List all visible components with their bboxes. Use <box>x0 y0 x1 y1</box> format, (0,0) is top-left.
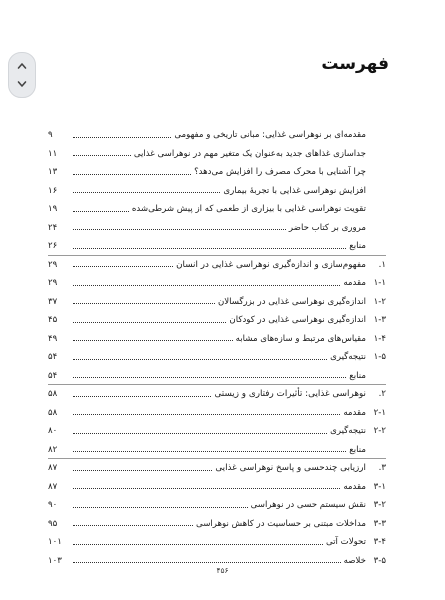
toc-entry-number: ۳-۱ <box>373 481 386 492</box>
dot-leader <box>73 248 346 249</box>
toc-entry-label: نقش سیستم حسی در نوهراسی <box>250 500 366 511</box>
toc-entry-page: ۱۳ <box>48 167 58 178</box>
dot-leader <box>73 451 346 452</box>
toc-entry-page: ۵۸ <box>48 407 58 418</box>
dot-leader <box>73 544 323 545</box>
toc-entry-label: مقدمه <box>343 407 366 418</box>
dot-leader <box>73 137 171 138</box>
toc-entry-label: تقویت نوهراسی غذایی با بیزاری از طعمی که از پیش شرطی‌شده <box>131 204 366 215</box>
toc-entry-number: ۱-۳ <box>373 315 386 326</box>
toc-entry-number: ۳-۳ <box>373 518 386 529</box>
toc-entry-page: ۸۲ <box>48 444 58 455</box>
toc-entry[interactable] <box>48 126 386 145</box>
toc-entry-number: ۳-۲ <box>373 500 386 511</box>
toc-entry-number: ۲. <box>378 389 386 400</box>
toc-entry-label: منابع <box>349 444 366 455</box>
toc-entry-label: نتیجه‌گیری <box>330 426 366 437</box>
dot-leader <box>73 229 286 230</box>
toc-entry-label: افزایش نوهراسی غذایی با تجربهٔ بیماری <box>223 185 366 196</box>
dot-leader <box>73 488 340 489</box>
toc-entry[interactable] <box>48 348 386 367</box>
toc-entry[interactable] <box>48 311 386 330</box>
toc-entry-page: ۸۰ <box>48 426 58 437</box>
dot-leader <box>73 322 226 323</box>
toc-entry-number: ۱. <box>378 259 386 270</box>
toc-entry[interactable] <box>48 163 386 182</box>
dot-leader <box>73 211 129 212</box>
toc-entry-page: ۱۰۱ <box>48 537 62 548</box>
toc-entry-page: ۵۴ <box>48 352 58 363</box>
dot-leader <box>73 433 327 434</box>
toc-entry[interactable] <box>48 274 386 293</box>
toc-entry[interactable] <box>48 330 386 349</box>
dot-leader <box>73 174 191 175</box>
next-page-button[interactable] <box>11 75 33 93</box>
page-title: فهرست <box>321 54 389 74</box>
toc-entry-page: ۲۹ <box>48 259 58 270</box>
dot-leader <box>73 507 248 508</box>
dot-leader <box>73 377 346 378</box>
toc-chapter-entry[interactable] <box>48 459 386 478</box>
dot-leader <box>73 155 131 156</box>
toc-entry-label: ارزیابی چندحسی و پاسخ نوهراسی غذایی <box>215 463 366 474</box>
toc-entry-label: مقدمه‌ای بر نوهراسی غذایی: مبانی تاریخی و مفهومی <box>174 130 366 141</box>
toc-chapter-entry[interactable] <box>48 385 386 404</box>
dot-leader <box>73 359 327 360</box>
toc-entry-page: ۵۸ <box>48 389 58 400</box>
toc-entry[interactable] <box>48 422 386 441</box>
toc-entry-label: مفهوم‌سازی و اندازه‌گیری نوهراسی غذایی در انسان <box>176 259 366 270</box>
toc-entry-number: ۳-۵ <box>373 555 386 566</box>
toc-entry[interactable] <box>48 367 386 386</box>
previous-page-button[interactable] <box>11 57 33 75</box>
toc-entry-page: ۹۵ <box>48 518 58 529</box>
toc-entry-number: ۱-۵ <box>373 352 386 363</box>
toc-entry-number: ۳. <box>378 463 386 474</box>
toc-entry-label: جداسازی غذاهای جدید به‌عنوان یک متغیر مهم در نوهراسی غذایی <box>133 148 366 159</box>
toc-entry-label: چرا آشنایی با محرک مصرف را افزایش می‌دهد؟ <box>194 167 366 178</box>
toc-entry-number: ۲-۱ <box>373 407 386 418</box>
toc-entry-page: ۹۰ <box>48 500 58 511</box>
toc-entry-number: ۲-۲ <box>373 426 386 437</box>
toc-entry[interactable] <box>48 237 386 256</box>
toc-entry-label: مقیاس‌های مرتبط و سازه‌های مشابه <box>235 333 366 344</box>
dot-leader <box>73 340 233 341</box>
toc-entry-page: ۱۹ <box>48 204 58 215</box>
dot-leader <box>73 192 220 193</box>
toc-entry[interactable] <box>48 441 386 460</box>
toc-entry-page: ۹ <box>48 130 53 141</box>
toc-entry-label: اندازه‌گیری نوهراسی غذایی در کودکان <box>229 315 366 326</box>
toc-entry[interactable] <box>48 219 386 238</box>
dot-leader <box>73 525 193 526</box>
page-number: ۴۵۶ <box>216 566 229 575</box>
chevron-down-icon <box>17 79 27 89</box>
toc-entry-number: ۱-۲ <box>373 296 386 307</box>
toc-entry[interactable] <box>48 478 386 497</box>
toc-entry[interactable] <box>48 496 386 515</box>
dot-leader <box>73 396 211 397</box>
toc-entry-page: ۱۱ <box>48 148 58 159</box>
toc-entry-label: خلاصه <box>343 555 366 566</box>
toc-entry-number: ۳-۴ <box>373 537 386 548</box>
dot-leader <box>73 285 340 286</box>
toc-entry-label: منابع <box>349 370 366 381</box>
toc-entry[interactable] <box>48 293 386 312</box>
toc-entry-page: ۲۶ <box>48 241 58 252</box>
toc-entry-page: ۱۶ <box>48 185 58 196</box>
toc-entry-label: مداخلات مبتنی بر حساسیت در کاهش نوهراسی <box>196 518 366 529</box>
toc-entry-label: منابع <box>349 241 366 252</box>
toc-entry[interactable] <box>48 533 386 552</box>
toc-entry-page: ۵۴ <box>48 370 58 381</box>
toc-entry[interactable] <box>48 145 386 164</box>
toc-entry-page: ۳۷ <box>48 296 58 307</box>
toc-entry-number: ۱-۱ <box>373 278 386 289</box>
toc-entry-page: ۲۹ <box>48 278 58 289</box>
dot-leader <box>73 470 212 471</box>
toc-entry-label: مروری بر کتاب حاضر <box>288 222 366 233</box>
toc-entry-page: ۸۷ <box>48 481 58 492</box>
dot-leader <box>73 562 341 563</box>
toc-entry-label: تحولات آتی <box>325 537 366 548</box>
toc-entry-page: ۲۴ <box>48 222 58 233</box>
toc-entry-number: ۱-۴ <box>373 333 386 344</box>
toc-entry-label: نتیجه‌گیری <box>330 352 366 363</box>
toc-entry-label: مقدمه <box>343 278 366 289</box>
toc-entry-page: ۴۵ <box>48 315 58 326</box>
table-of-contents <box>48 126 386 571</box>
page-nav-control <box>8 52 36 98</box>
dot-leader <box>73 414 340 415</box>
toc-entry-label: مقدمه <box>343 481 366 492</box>
toc-entry-label: اندازه‌گیری نوهراسی غذایی در بزرگسالان <box>217 296 366 307</box>
dot-leader <box>73 303 215 304</box>
toc-entry[interactable] <box>48 182 386 201</box>
toc-entry-label: نوهراسی غذایی: تأثیرات رفتاری و زیستی <box>214 389 366 400</box>
toc-chapter-entry[interactable] <box>48 256 386 275</box>
toc-entry[interactable] <box>48 200 386 219</box>
toc-entry-page: ۸۷ <box>48 463 58 474</box>
toc-entry-page: ۴۹ <box>48 333 58 344</box>
chevron-up-icon <box>17 61 27 71</box>
dot-leader <box>73 266 173 267</box>
toc-entry[interactable] <box>48 515 386 534</box>
toc-entry[interactable] <box>48 404 386 423</box>
toc-entry-page: ۱۰۳ <box>48 555 62 566</box>
